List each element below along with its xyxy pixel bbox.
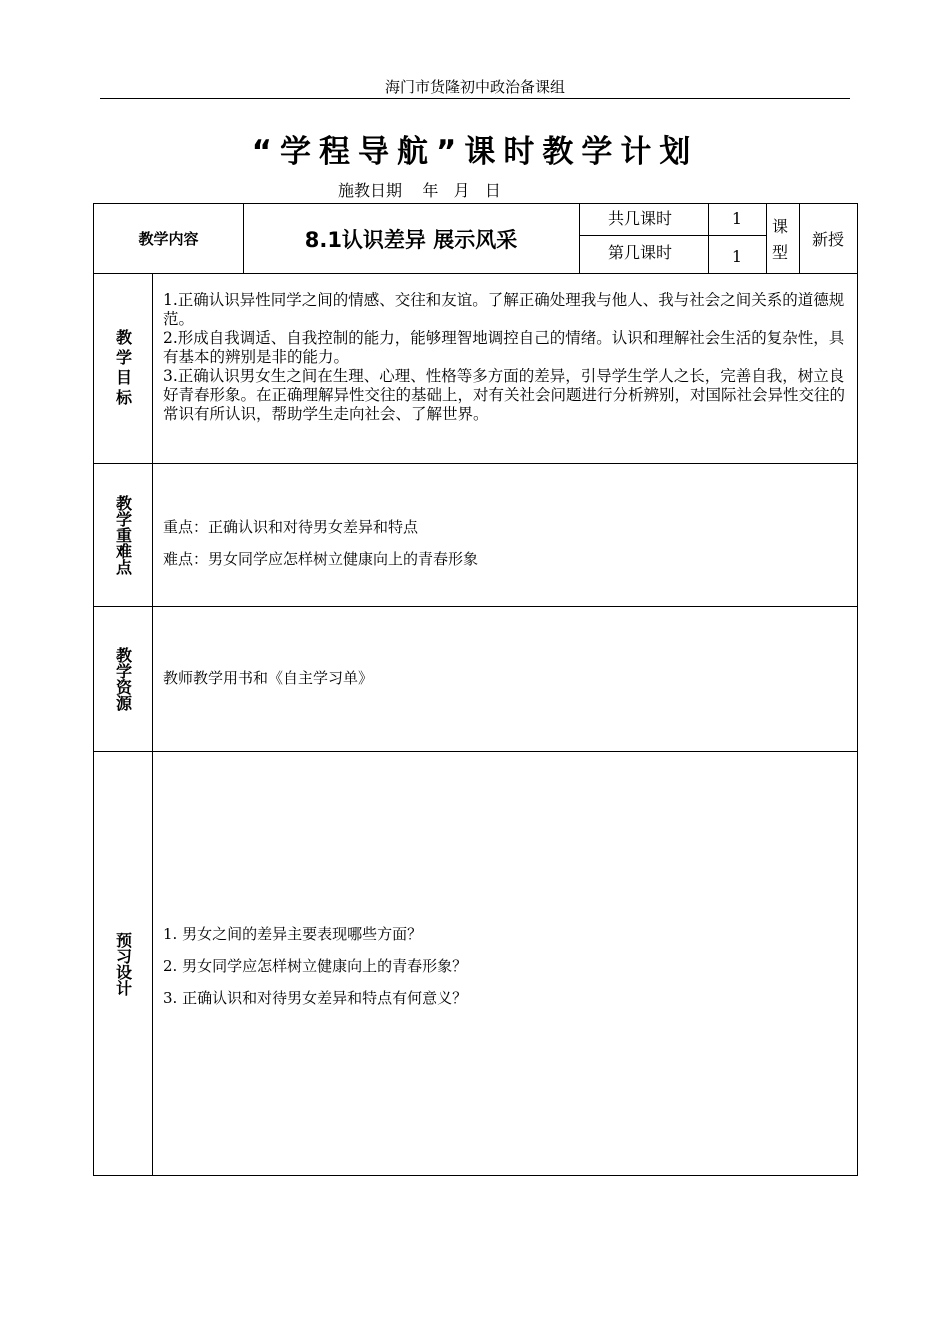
header-rule bbox=[100, 98, 850, 99]
resources-text: 教师教学用书和《自主学习单》 bbox=[163, 669, 374, 687]
key-point: 重点：正确认识和对待男女差异和特点 bbox=[163, 518, 419, 536]
header-org: 海门市货隆初中政治备课组 bbox=[384, 78, 565, 96]
resources-row bbox=[93, 606, 858, 752]
keypoints-label: 教学重难点 bbox=[113, 495, 133, 575]
goals-label: 教学目标 bbox=[113, 328, 133, 409]
preview-label: 预习设计 bbox=[113, 931, 133, 996]
total-label: 共几课时 bbox=[607, 209, 672, 228]
preview-question: 2. 男女同学应怎样树立健康向上的青春形象？ bbox=[163, 957, 468, 975]
content-label: 教学内容 bbox=[138, 230, 199, 248]
goal-item: 1.正确认识异性同学之间的情感、交往和友谊。了解正确处理我与他人、我与社会之间关系的道德规范。 bbox=[163, 291, 845, 328]
difficult-point: 难点：男女同学应怎样树立健康向上的青春形象 bbox=[163, 550, 479, 568]
divider bbox=[579, 235, 766, 236]
resources-label: 教学资源 bbox=[113, 647, 133, 711]
preview-question: 3. 正确认识和对待男女差异和特点有何意义？ bbox=[163, 989, 468, 1007]
divider bbox=[766, 204, 767, 273]
top-row bbox=[93, 203, 858, 274]
goals-row bbox=[93, 273, 858, 464]
type-value: 新授 bbox=[811, 230, 844, 249]
total-value: 1 bbox=[731, 209, 743, 228]
preview-questions bbox=[163, 918, 843, 1014]
goal-item: 2.形成自我调适、自我控制的能力，能够理智地调控自己的情绪。认识和理解社会生活的复杂性，具有基本的辨别是非的能力。 bbox=[163, 329, 845, 366]
date-line: 施教日期 年 月 日 bbox=[338, 181, 501, 200]
page-title: “学程导航”课时教学计划 bbox=[251, 134, 699, 170]
nth-label: 第几课时 bbox=[607, 243, 672, 262]
keypoints-row bbox=[93, 463, 858, 607]
divider bbox=[152, 752, 153, 1175]
preview-row bbox=[93, 751, 858, 1176]
goals-text bbox=[163, 291, 851, 424]
topic-title: 8.1认识差异 展示风采 bbox=[304, 227, 518, 252]
divider bbox=[152, 607, 153, 751]
type-label: 课型 bbox=[772, 217, 789, 262]
divider bbox=[152, 464, 153, 606]
preview-question: 1. 男女之间的差异主要表现哪些方面？ bbox=[163, 925, 423, 943]
keypoints-text bbox=[163, 511, 843, 575]
goal-item: 3.正确认识男女生之间在生理、心理、性格等多方面的差异，引导学生学人之长，完善自我，树立良好青春形象。在正确理解异性交往的基础上，对有关社会问题进行分析辨别，对国际社会异性交往的常识有所认识，帮助学生走向社会、了解世界。 bbox=[163, 367, 846, 423]
divider bbox=[152, 274, 153, 463]
nth-value: 1 bbox=[731, 247, 743, 266]
